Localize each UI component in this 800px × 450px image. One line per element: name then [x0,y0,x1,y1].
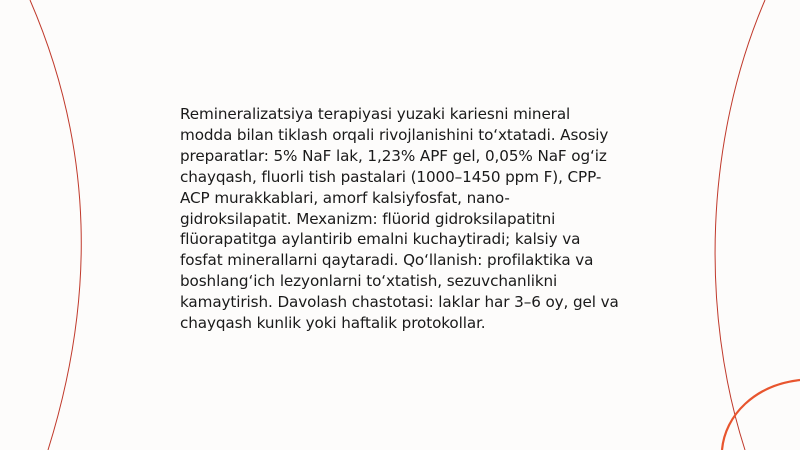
bottom-right-circle-decoration [722,380,800,450]
right-arc-decoration [715,0,765,450]
body-paragraph: Remineralizatsiya terapiyasi yuzaki kariesni mineral modda bilan tiklash orqali rivojlanishini to‘xtatadi. Asosiy preparatlar: 5% NaF lak, 1,23% APF gel, 0,05% NaF og‘iz chayqash, fluorli tish pastalari (1000–1450 ppm F), CPP-ACP murakkablari, amorf kalsiyfosfat, nano-gidroksilapatit. Mexanizm: flüorid gidroksilapatitni flüorapatitga aylantirib emalni kuchaytiradi; kalsiy va fosfat minerallarni qaytaradi. Qo‘llanish: profilaktika va boshlang‘ich lezyonlarni to‘xtatish, sezuvchanlikni kamaytirish. Davolash chastotasi: laklar har 3–6 oy, gel va chayqash kunlik yoki haftalik protokollar. [180,105,619,333]
left-arc-decoration [30,0,81,450]
